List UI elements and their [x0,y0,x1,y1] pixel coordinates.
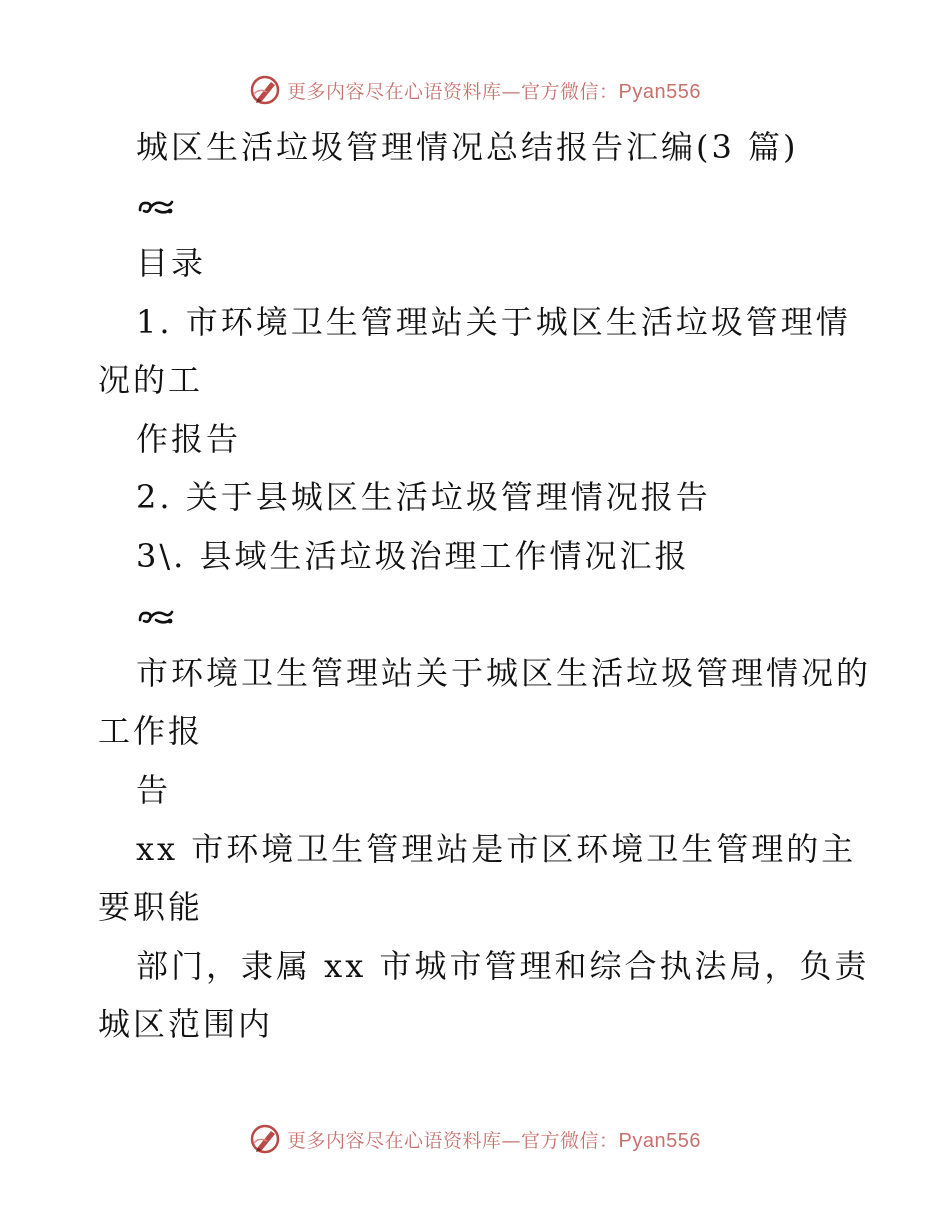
toc-item: 3\. 县域生活垃圾治理工作情况汇报 [136,537,690,575]
ornament-divider-icon [136,192,176,222]
document-title: 城区生活垃圾管理情况总结报告汇编(3 篇) [136,128,799,166]
section-title-continued: 工作报 [98,712,204,750]
section-title-continued: 告 [136,771,172,809]
pen-logo-icon [249,1123,281,1155]
body-text-line: 城区范围内 [98,1005,274,1043]
pen-logo-icon [249,74,281,106]
ornament-divider-icon [136,602,176,632]
body-text-line: 部门，隶属 xx 市城市管理和综合执法局，负责 [136,947,870,985]
body-text-line: xx 市环境卫生管理站是市区环境卫生管理的主 [136,830,857,868]
watermark-header [0,70,950,110]
body-text-line: 要职能 [98,888,204,926]
toc-item: 2. 关于县城区生活垃圾管理情况报告 [136,478,711,516]
toc-item-continued: 作报告 [136,420,242,458]
toc-item: 1. 市环境卫生管理站关于城区生活垃圾管理情 [136,303,851,341]
toc-item-continued: 况的工 [98,361,204,399]
watermark-footer [0,1119,950,1159]
watermark-text: 更多内容尽在心语资料库—官方微信：Pyan556 [287,1129,701,1152]
toc-heading: 目录 [136,244,207,282]
watermark-text: 更多内容尽在心语资料库—官方微信：Pyan556 [287,80,701,103]
section-title: 市环境卫生管理站关于城区生活垃圾管理情况的 [136,654,872,692]
